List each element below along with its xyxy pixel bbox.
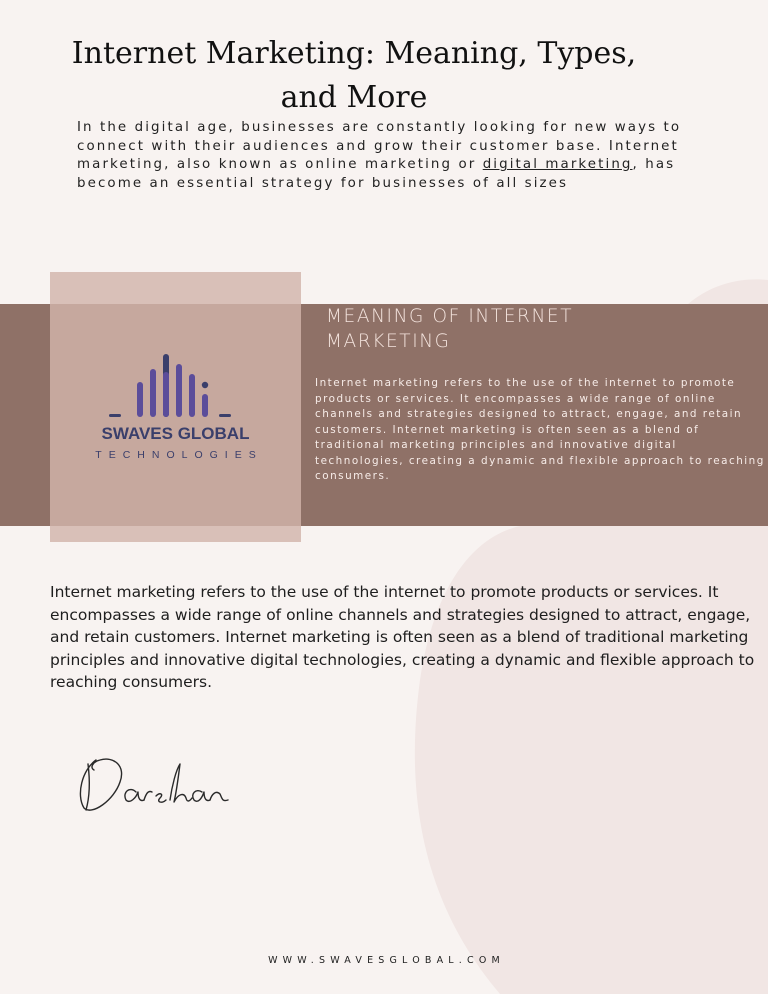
section-heading: MEANING OF INTERNET MARKETING	[326, 306, 574, 352]
footer-website: WWW.SWAVESGLOBAL.COM	[268, 955, 505, 966]
section-description: Internet marketing refers to the use of the internet to promote products or services. It encompasses a wide range of online channels and strategies designed to attract, engage, and retain customers. Internet marketing is often seen as a blend of traditional marketing principles and innovative digital technologies, creating a dynamic and flexible approach to reaching consumers.	[315, 377, 765, 482]
intro-text-end: , has become an essential strategy for businesses of all sizes	[77, 157, 676, 191]
equalizer-bars-icon	[109, 354, 249, 424]
body-paragraph: Internet marketing refers to the use of the internet to promote products or services. It encompasses a wide range of online channels and strategies designed to attract, engage, and retain customers. Internet marketing is often seen as a blend of traditional marketing principles and innovative digital technologies, creating a dynamic and flexible approach to reaching consumers.	[50, 583, 755, 691]
logo-company-name: SWAVES GLOBAL	[101, 424, 250, 443]
logo-tagline: TECHNOLOGIES	[95, 449, 263, 461]
intro-text-start: In the digital age, businesses are constantly looking for new ways to connect with their audiences and grow their customer base. Internet marketing, also known as online marketing or	[77, 120, 682, 172]
digital-marketing-link[interactable]: digital marketing	[482, 157, 633, 172]
signature	[74, 750, 234, 820]
intro-paragraph	[77, 119, 717, 193]
company-logo	[50, 272, 301, 542]
page-title: Internet Marketing: Meaning, Types, and More	[71, 36, 637, 115]
